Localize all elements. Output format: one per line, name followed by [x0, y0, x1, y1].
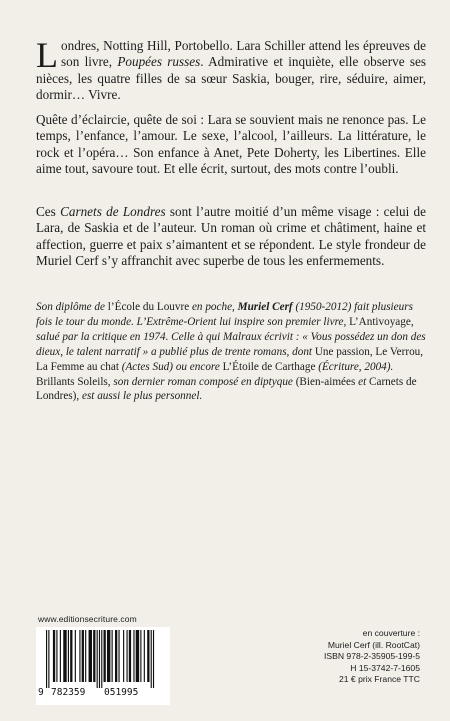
barcode-bar: [151, 630, 152, 688]
price-line: 21 € prix France TTC: [338, 674, 420, 684]
barcode-bar: [115, 630, 117, 682]
barcode-bar: [68, 630, 69, 682]
summary-p3-title: Carnets de Londres: [60, 204, 166, 219]
bio-s17: est aussi le plus personnel.: [79, 390, 203, 403]
summary-p1-text-a: ondres, Notting Hill, Portobello. Lara Schiller attend les épreuves de son livre,: [61, 38, 426, 70]
barcode-bar: [89, 630, 92, 682]
barcode-bar: [101, 630, 102, 688]
bio-s12: Brillants Soleils,: [36, 375, 111, 388]
bio-s15: et: [358, 375, 370, 388]
summary-paragraph-3: [36, 204, 426, 270]
bio-s14: (Bien-aimées: [295, 375, 359, 388]
cover-credit-artist: Muriel Cerf (ill. RootCat): [327, 639, 420, 650]
bio-s2: l’École du Louvre: [107, 301, 190, 313]
bio-s9: ou encore: [175, 360, 223, 373]
summary-paragraph-2: Quête d’éclaircie, quête de soi : Lara se souvient mais ne renonce pas. Le temps, l’enfance, l’amour. Le sexe, l’alcool, l’ailleurs. La littérature, le rock et l’opéra… Son enfance à Anet, Pete Doherty, les Libertines. Elle aime tout, savoure tout. Et elle écrit, surtout, des mots contre l’oubli.: [36, 112, 426, 177]
bio-s8: (Actes Sud): [118, 360, 176, 373]
credits-block: [324, 628, 420, 686]
barcode-icon: [44, 630, 166, 688]
barcode-bar: [60, 630, 61, 682]
barcode-bar: [136, 630, 139, 682]
cover-credit-label: en couverture :: [362, 628, 420, 638]
author-bio: [36, 300, 426, 404]
barcode-bar: [112, 630, 113, 682]
barcode-bar: [53, 630, 55, 682]
barcode-bar: [144, 630, 145, 682]
barcode-digits-right: 051995: [104, 687, 139, 698]
barcode-bar: [48, 630, 49, 688]
drop-cap-letter: L: [36, 35, 58, 75]
barcode-bar: [133, 630, 134, 682]
bio-s10: L’Étoile de Carthage: [222, 360, 316, 373]
bio-s16: Carnets de Londres),: [36, 375, 417, 403]
barcode-bar: [63, 630, 66, 682]
barcode-bar: [107, 630, 110, 682]
bio-s4: (1950-2012) fait plusieurs fois le tour du monde. L’Extrême-Orient lui inspire son premier livre,: [36, 301, 413, 328]
summary-p3-start: Ces: [36, 204, 61, 219]
isbn-line: ISBN 978-2-35905-199-5: [323, 651, 420, 661]
barcode-block: [38, 614, 168, 706]
barcode-bar: [140, 630, 141, 682]
barcode-bar: [129, 630, 131, 682]
barcode-bar: [56, 630, 57, 682]
summary-p1-text-b: . Admirative et inquiète, elle observe ses nièces, les quatre filles de sa sœur Saskia, bouger, rire, séduire, aimer, dormir… Vivre.: [36, 54, 426, 103]
barcode-bar: [127, 630, 128, 682]
barcode-bar: [85, 630, 86, 682]
summary-p3-rest: sont l’autre moitié d’un même visage : celui de Lara, de Saskia et de l’auteur. Un roman où crime et châtiment, haine et affection, guerre et paix s’aimantent et se répondent. Le style frondeur de Muriel Cerf s’y affranchit avec superbe de tous les enfermements.: [36, 204, 426, 269]
barcode-bar: [97, 630, 98, 688]
barcode-bar: [75, 630, 76, 682]
barcode-bar: [147, 630, 149, 682]
barcode-bar: [153, 630, 154, 688]
publisher-website: www.editionsecriture.com: [38, 614, 137, 624]
summary-p1-book-title: Poupées russes: [117, 54, 201, 70]
summary-paragraph-1: [36, 35, 426, 104]
barcode-bar: [104, 630, 106, 682]
barcode-bar: [70, 630, 72, 682]
barcode-digits-left: 782359: [51, 687, 86, 698]
barcode-bar: [93, 630, 95, 682]
barcode-bar: [123, 630, 124, 682]
barcode-bar: [82, 630, 84, 682]
barcode-bar: [79, 630, 80, 682]
barcode-bar: [46, 630, 47, 688]
bio-s3: en poche,: [189, 301, 238, 313]
bio-s6: salué par la critique en 1974. Celle à qui Malraux écrivit : « Vous possédez un don des dieux, le talent narratif » a publié plus de trente romans, dont: [36, 330, 426, 358]
bio-s11: (Écriture, 2004).: [315, 360, 394, 373]
bio-s13: son dernier roman composé en diptyque: [110, 375, 296, 388]
product-code: H 15-3742-7-1605: [350, 662, 420, 673]
barcode-bar: [99, 630, 100, 688]
bio-s5: L’Antivoyage,: [349, 315, 414, 328]
bio-s1: Son diplôme de: [36, 301, 108, 313]
bio-s7: Une passion, Le Verrou, La Femme au chat: [36, 345, 424, 373]
barcode-digit-lead: 9: [38, 687, 44, 698]
barcode-bar: [118, 630, 119, 682]
bio-author-name: Muriel Cerf: [237, 301, 293, 313]
